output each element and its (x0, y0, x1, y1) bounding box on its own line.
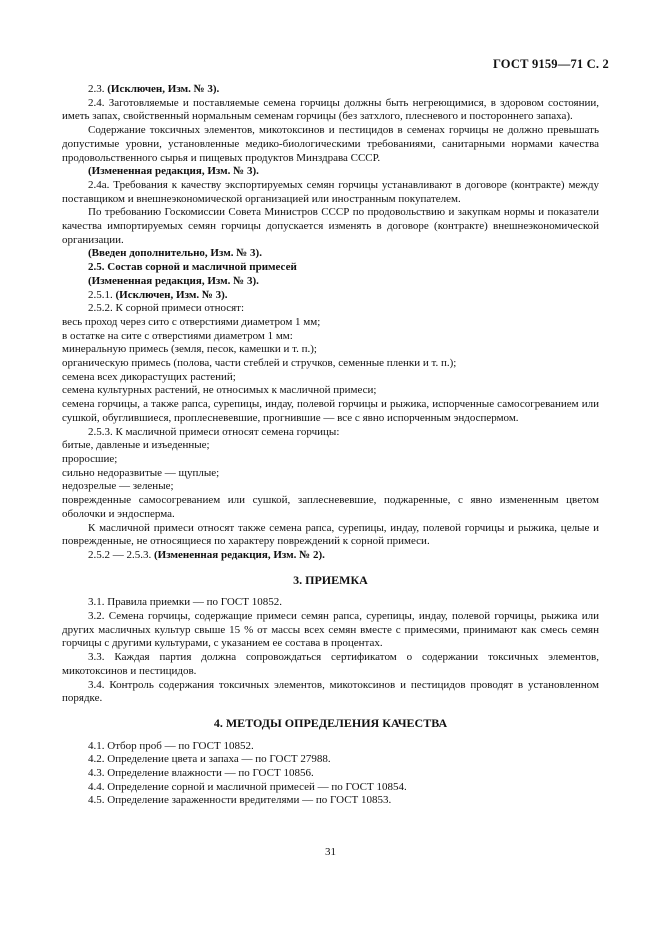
list-item: сильно недоразвитые — щуплые; (62, 466, 220, 479)
list-item: поврежденные самосогреванием или сушкой, заплесневевшие, поджаренные, с явно измененным цветом оболочки и эндосперма. (62, 494, 599, 520)
paragraph-import: По требованию Госкомиссии Совета Министров СССР по продовольствию и закупкам нормы и показатели качества импортируемых семян горчицы допускается изменять в договоре (контракте) внешнеэкономической организации. (62, 206, 599, 246)
list-item: семена всех дикорастущих растений; (62, 370, 236, 383)
paragraph-3-1: 3.1. Правила приемки — по ГОСТ 10852. (88, 596, 282, 609)
paragraph-3-3: 3.3. Каждая партия должна сопровождаться сертификатом о содержании токсичных элементов, микотоксинов и пестицидов. (62, 651, 599, 677)
paragraph-oil-impurity: К масличной примеси относят также семена рапса, сурепицы, индау, полевой горчицы и рыжика, целые и поврежденные, не относящиеся по характеру повреждений к сорной примеси. (62, 521, 599, 548)
list-item: битые, давленые и изъеденные; (62, 439, 210, 452)
paragraph-2-5-1: 2.5.1. (Исключен, Изм. № 3). (88, 288, 228, 301)
paragraph-2-5: 2.5. Состав сорной и масличной примесей (88, 261, 297, 274)
paragraph-2-4: 2.4. Заготовляемые и поставляемые семена горчицы должны быть негреющимися, в здоровом состоянии, иметь запах, свойственный нормальным семенам горчицы (без затхлого, плесневого и постороннего запаха). (62, 96, 599, 123)
section-4-heading: 4. МЕТОДЫ ОПРЕДЕЛЕНИЯ КАЧЕСТВА (213, 715, 448, 730)
list-item: минеральную примесь (земля, песок, камешки и т. п.); (62, 343, 317, 356)
paragraph-4-1: 4.1. Отбор проб — по ГОСТ 10852. (88, 739, 254, 752)
list-item: недозрелые — зеленые; (62, 480, 174, 493)
list-item: органическую примесь (полова, части стеблей и стручков, семенные пленки и т. п.); (62, 357, 457, 370)
amendment-note: (Измененная редакция, Изм. № 3). (88, 274, 259, 287)
list-item: в остатке на сите с отверстиями диаметром 1 мм: (62, 329, 293, 342)
paragraph-2-4a: 2.4а. Требования к качеству экспортируемых семян горчицы устанавливают в договоре (контракте) между поставщиком и внешнеэкономической организацией или иностранным покупателем. (62, 178, 599, 205)
section-3-heading: 3. ПРИЕМКА (293, 572, 368, 587)
list-item: семена горчицы, а также рапса, сурепицы, индау, полевой горчицы и рыжика, испорченные самосогреванием или сушкой, обуглившиеся, проплесневевшие, прогнившие — все с явно испорченным эндоспермом. (62, 398, 599, 424)
amendment-note: (Введен дополнительно, Изм. № 3). (88, 247, 262, 260)
paragraph-2-5-2: 2.5.2. К сорной примеси относят: (88, 302, 245, 315)
page-number: 31 (325, 846, 336, 858)
paragraph-4-3: 4.3. Определение влажности — по ГОСТ 10856. (88, 767, 314, 780)
amendment-note: (Измененная редакция, Изм. № 3). (88, 165, 259, 178)
paragraph-4-4: 4.4. Определение сорной и масличной примесей — по ГОСТ 10854. (88, 780, 407, 793)
paragraph-2-5-3: 2.5.3. К масличной примеси относят семена горчицы: (88, 425, 340, 438)
paragraph-3-4: 3.4. Контроль содержания токсичных элементов, микотоксинов и пестицидов проводят в установленном порядке. (62, 678, 599, 705)
list-item: весь проход через сито с отверстиями диаметром 1 мм; (62, 315, 321, 328)
paragraph-2-3: 2.3. (Исключен, Изм. № 3). (88, 83, 220, 95)
paragraph-4-5: 4.5. Определение зараженности вредителями — по ГОСТ 10853. (88, 794, 392, 807)
paragraph-2-5-2-3: 2.5.2 — 2.5.3. (Измененная редакция, Изм. № 2). (88, 548, 325, 561)
paragraph-4-2: 4.2. Определение цвета и запаха — по ГОСТ 27988. (88, 753, 331, 766)
list-item: семена культурных растений, не относимых к масличной примеси; (62, 384, 377, 397)
page-header: ГОСТ 9159—71 С. 2 (492, 57, 609, 71)
list-item: проросшие; (62, 452, 118, 465)
paragraph-toxic: Содержание токсичных элементов, микотоксинов и пестицидов в семенах горчицы не должно превышать допустимые уровни, установленные медико-биологическими требованиями, санитарными нормами качества продовольственного сырья и пищевых продуктов Минздрава СССР. (62, 124, 599, 164)
document-body (62, 83, 599, 808)
paragraph-3-2: 3.2. Семена горчицы, содержащие примеси семян рапса, сурепицы, индау, полевой горчицы, рыжика или других масличных культур свыше 15 % от массы всех семян вместе с примесями, принимают как смесь семян горчицы с другими культурами, с указанием ее состава в процентах. (62, 610, 599, 650)
